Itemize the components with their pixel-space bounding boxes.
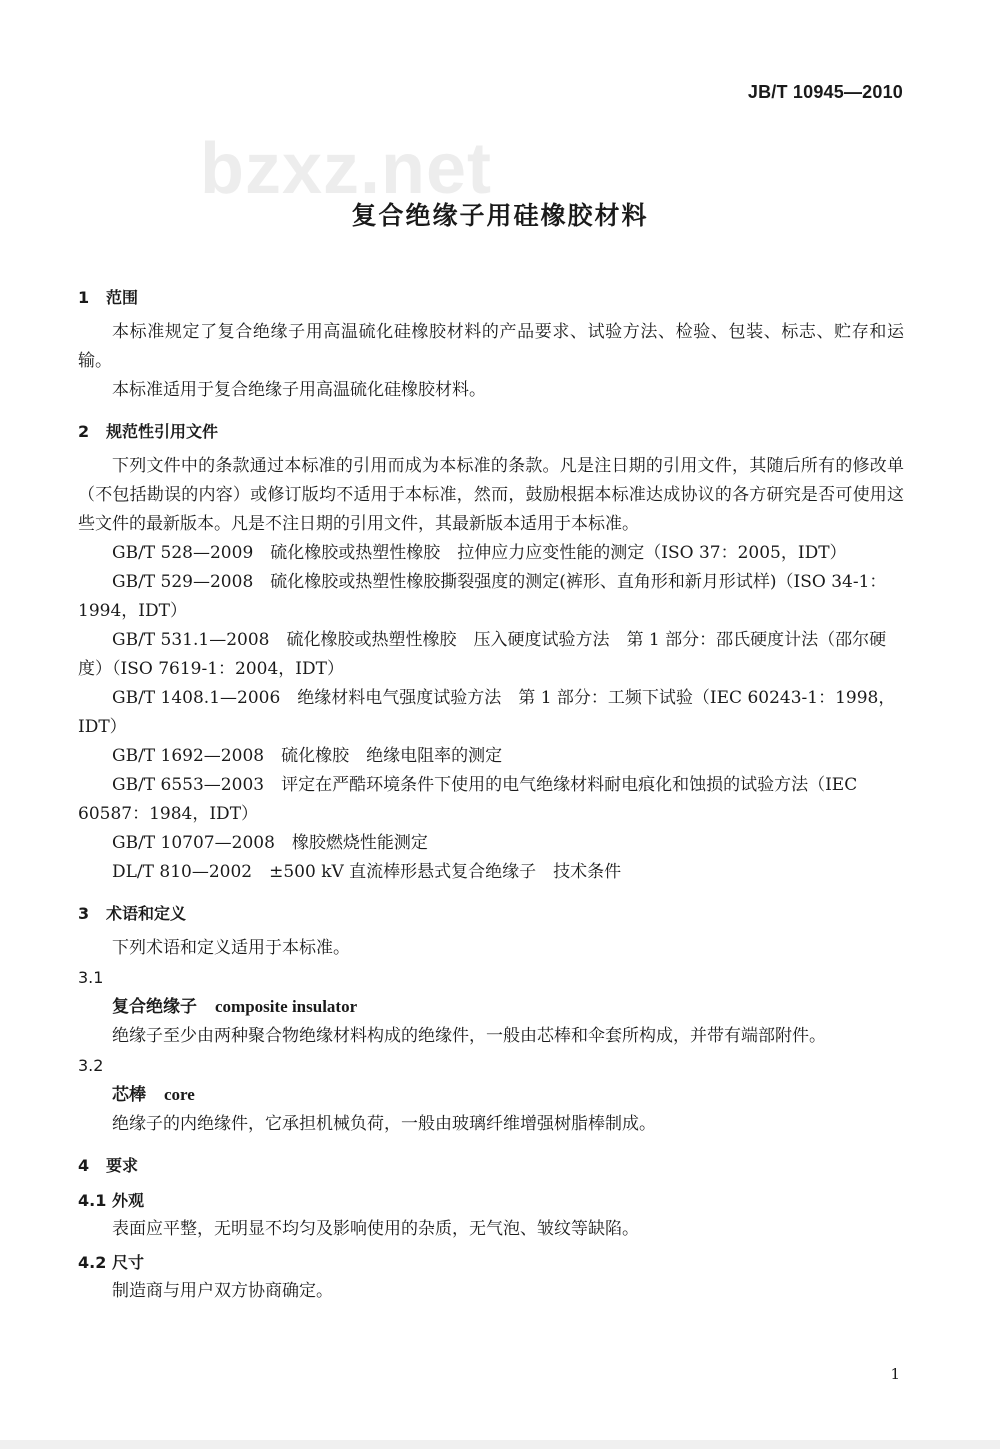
term-name: 芯棒 core (112, 1085, 195, 1105)
section-heading-4: 4 要求 (78, 1156, 139, 1175)
paragraph: 表面应平整，无明显不均匀及影响使用的杂质，无气泡、皱纹等缺陷。 (112, 1219, 639, 1239)
section-heading-1: 1 范围 (78, 288, 139, 307)
page-number: 1 (890, 1365, 900, 1383)
standard-code: JB/T 10945—2010 (747, 82, 903, 102)
reference-item: DL/T 810—2002 ±500 kV 直流棒形悬式复合绝缘子 技术条件 (112, 862, 622, 882)
section-heading-2: 2 规范性引用文件 (78, 422, 219, 441)
term-definition: 绝缘子至少由两种聚合物绝缘材料构成的绝缘件，一般由芯棒和伞套所构成，并带有端部附件。 (112, 1026, 826, 1046)
document-title: 复合绝缘子用硅橡胶材料 (351, 201, 649, 230)
term-number: 3.1 (78, 968, 104, 987)
reference-item: GB/T 529—2008 硫化橡胶或热塑性橡胶撕裂强度的测定(裤形、直角形和新月形试样)（ISO 34-1：1994，IDT） (78, 572, 887, 621)
term-name: 复合绝缘子 composite insulator (112, 997, 358, 1017)
reference-item: GB/T 528—2009 硫化橡胶或热塑性橡胶 拉伸应力应变性能的测定（ISO 37：2005，IDT） (112, 543, 847, 563)
reference-item: GB/T 1692—2008 硫化橡胶 绝缘电阻率的测定 (112, 746, 503, 766)
section-heading-3: 3 术语和定义 (78, 904, 187, 923)
page-bottom-edge (0, 1440, 1000, 1449)
paragraph: 下列术语和定义适用于本标准。 (112, 938, 350, 958)
term-definition: 绝缘子的内绝缘件，它承担机械负荷，一般由玻璃纤维增强树脂棒制成。 (112, 1114, 656, 1134)
paragraph: 本标准适用于复合绝缘子用高温硫化硅橡胶材料。 (112, 380, 486, 400)
paragraph: 制造商与用户双方协商确定。 (112, 1281, 333, 1301)
reference-item: GB/T 531.1—2008 硫化橡胶或热塑性橡胶 压入硬度试验方法 第 1 部分：邵氏硬度计法（邵尔硬度）（ISO 7619-1：2004，IDT） (78, 630, 887, 679)
paragraph: 本标准规定了复合绝缘子用高温硫化硅橡胶材料的产品要求、试验方法、检验、包装、标志、贮存和运输。 (78, 322, 904, 371)
paragraph: 下列文件中的条款通过本标准的引用而成为本标准的条款。凡是注日期的引用文件，其随后所有的修改单（不包括勘误的内容）或修订版均不适用于本标准，然而，鼓励根据本标准达成协议的各方研究是否可使用这些文件的最新版本。凡是不注日期的引用文件，其最新版本适用于本标准。 (78, 456, 904, 534)
reference-item: GB/T 10707—2008 橡胶燃烧性能测定 (112, 833, 428, 853)
reference-item: GB/T 6553—2003 评定在严酷环境条件下使用的电气绝缘材料耐电痕化和蚀损的试验方法（IEC 60587：1984，IDT） (78, 775, 858, 824)
document-body (78, 283, 904, 1306)
term-number: 3.2 (78, 1056, 104, 1075)
subsection-heading: 4.1 外观 (78, 1191, 145, 1210)
subsection-heading: 4.2 尺寸 (78, 1253, 145, 1272)
reference-item: GB/T 1408.1—2006 绝缘材料电气强度试验方法 第 1 部分：工频下试验（IEC 60243-1：1998，IDT） (78, 688, 896, 737)
watermark: bzxz.net (200, 129, 493, 209)
